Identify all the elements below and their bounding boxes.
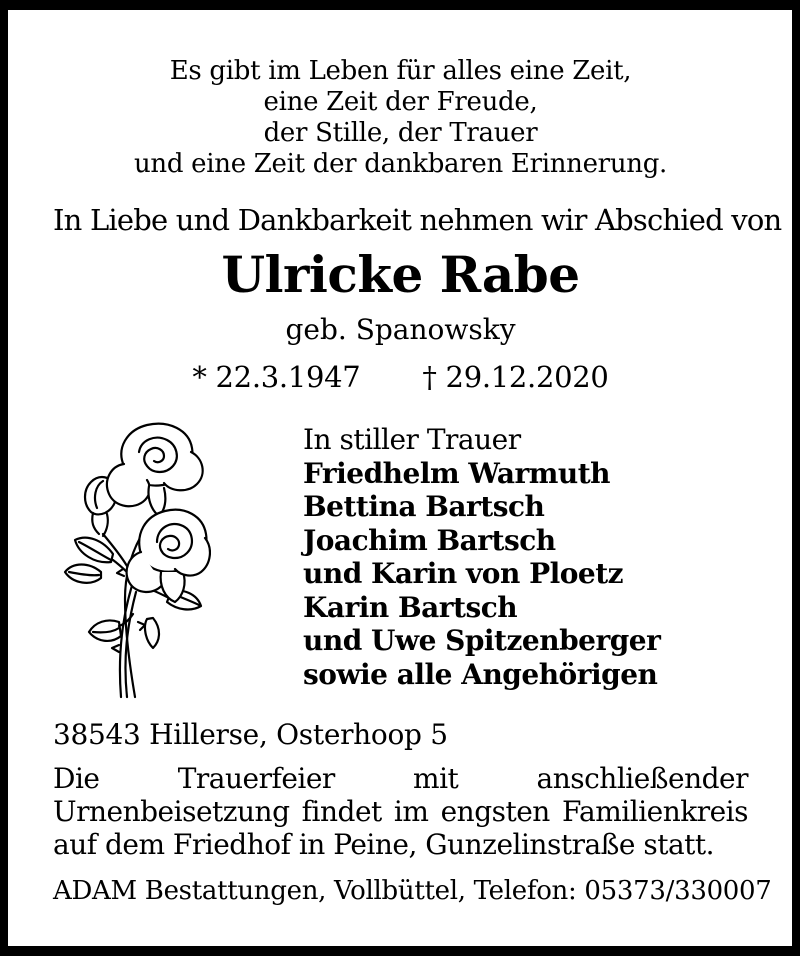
address-line: 38543 Hillerse, Osterhoop 5 <box>53 718 448 751</box>
memorial-poem <box>53 56 748 180</box>
deceased-name: Ulricke Rabe <box>221 245 580 304</box>
poem-line: der Stille, der Trauer <box>263 118 538 148</box>
maiden-name: geb. Spanowsky <box>285 313 516 346</box>
death-date: † 29.12.2020 <box>422 360 609 394</box>
undertaker-line: ADAM Bestattungen, Vollbüttel, Telefon: 05373/330007 <box>53 876 772 906</box>
poem-line: und eine Zeit der dankbaren Erinnerung. <box>133 149 668 179</box>
poem-line: eine Zeit der Freude, <box>263 87 538 117</box>
mourner-name: sowie alle Angehörigen <box>303 657 658 691</box>
mourner-name: Friedhelm Warmuth <box>303 456 611 490</box>
birth-date: * 22.3.1947 <box>192 360 361 394</box>
mourner-name: Karin Bartsch <box>303 590 518 624</box>
poem-line: Es gibt im Leben für alles eine Zeit, <box>169 56 632 86</box>
mourner-name: und Uwe Spitzenberger <box>303 624 661 657</box>
mourners-list <box>303 423 660 691</box>
funeral-information: Die Trauerfeier mit anschließender Urnenbeisetzung findet im engsten Familienkreis auf dem Friedhof in Peine, Gunzelinstraße statt. <box>53 762 748 861</box>
mourning-section <box>53 414 748 699</box>
mourner-name: Bettina Bartsch <box>303 490 545 523</box>
farewell-intro-line: In Liebe und Dankbarkeit nehmen wir Abschied von <box>53 203 782 237</box>
mourner-name: und Karin von Ploetz <box>303 557 624 590</box>
mourners-heading: In stiller Trauer <box>303 423 521 456</box>
life-dates <box>53 360 748 394</box>
mourner-name: Joachim Bartsch <box>303 523 556 557</box>
rose-illustration <box>61 414 211 699</box>
